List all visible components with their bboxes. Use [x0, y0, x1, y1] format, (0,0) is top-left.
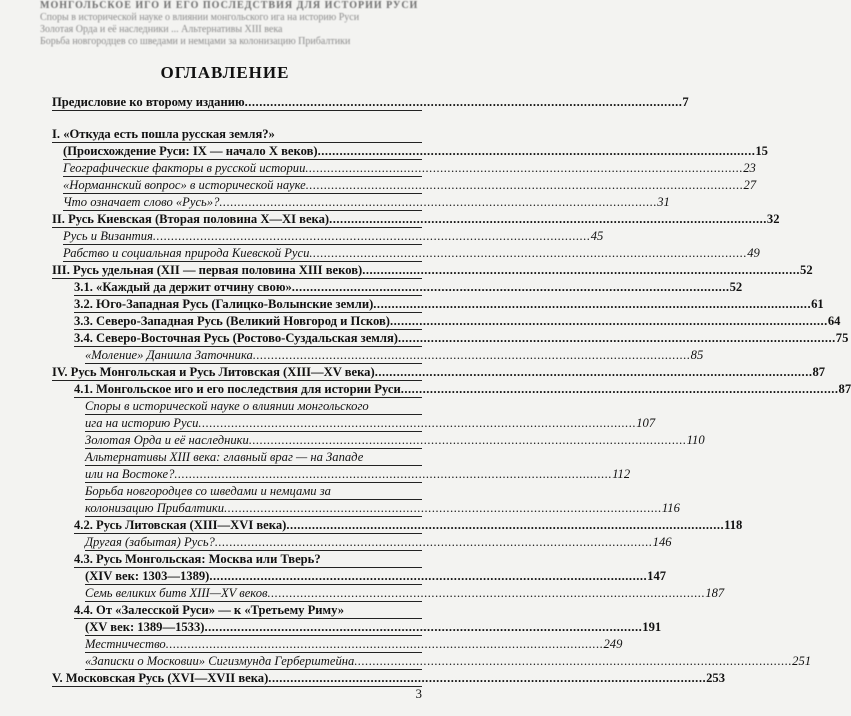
toc-entry: [85, 432, 705, 449]
bleed-through-text: [40, 0, 450, 58]
toc-entry: [85, 415, 656, 432]
toc-entry-title: 3.3. Северо-Западная Русь (Великий Новгород и Псков): [74, 314, 390, 328]
toc-entry: [52, 211, 780, 228]
toc-entry-page: 61: [811, 297, 824, 311]
dot-leader: [209, 569, 647, 584]
toc-entry-title: «Записки о Московии» Сигизмунда Герберштейна: [85, 654, 355, 668]
toc-entry: [63, 194, 670, 211]
toc-entry: [52, 94, 689, 111]
toc-entry-title: Борьба новгородцев со шведами и немцами за: [85, 484, 331, 498]
toc-entry-page: 64: [827, 314, 841, 328]
toc-entry: [85, 653, 812, 670]
toc-entry-title: III. Русь удельная (XII — первая половина XIII веков): [52, 263, 363, 277]
toc-entry-page: 253: [706, 671, 725, 685]
toc-entry: [63, 143, 768, 160]
dot-leader: [292, 280, 730, 295]
toc-entry: [74, 602, 422, 619]
toc-entry-title: или на Востоке?: [85, 467, 175, 481]
toc-entry-page: 32: [766, 212, 780, 226]
toc-entry-title: Альтернативы XIII века: главный враг — на Западе: [85, 450, 364, 464]
toc-entry-page: 23: [743, 161, 756, 175]
toc-entry-page: 107: [636, 416, 656, 430]
toc-entry-title: I. «Откуда есть пошла русская земля?»: [52, 127, 275, 141]
toc-entry-page: 249: [603, 637, 623, 651]
toc-entry-title: IV. Русь Монгольская и Русь Литовская (XIII—XV века): [52, 365, 375, 379]
toc-entry: [63, 245, 760, 262]
toc-entry-title: Семь великих битв XIII—XV веков: [85, 586, 268, 600]
toc-entry-page: 187: [705, 586, 725, 600]
dot-leader: [354, 654, 792, 669]
toc-entry: [74, 330, 849, 347]
toc-entry-title: 4.1. Монгольское иго и его последствия для истории Руси: [74, 382, 401, 396]
toc-entry-page: 75: [835, 331, 849, 345]
toc-entry: [74, 551, 422, 568]
dot-leader: [249, 433, 687, 448]
toc-entry-page: 87: [812, 365, 826, 379]
toc-entry-page: 7: [682, 95, 689, 109]
toc-entry: [85, 636, 623, 653]
toc-entry-title: 3.2. Юго-Западная Русь (Галицко-Волынские земли): [74, 297, 374, 311]
bleed-line: Борьба новгородцев со шведами и немцами за колонизацию Прибалтики: [40, 36, 351, 47]
toc-entry-title: Споры в исторической науке о влиянии монгольского: [85, 399, 369, 413]
toc-entry: [74, 279, 743, 296]
dot-leader: [215, 535, 653, 550]
toc-entry-title: 4.3. Русь Монгольская: Москва или Тверь?: [74, 552, 321, 566]
toc-entry: [85, 449, 422, 466]
dot-leader: [306, 178, 744, 193]
dot-leader: [309, 246, 747, 261]
toc-entry-title: Географические факторы в русской истории: [63, 161, 306, 175]
dot-leader: [174, 467, 612, 482]
dot-leader: [204, 620, 642, 635]
dot-leader: [153, 229, 591, 244]
bleed-line: Золотая Орда и её наследники ... Альтернативы XIII века: [40, 24, 283, 35]
toc-entry: [52, 126, 422, 143]
toc-entry-title: II. Русь Киевская (Вторая половина X—XI века): [52, 212, 330, 226]
toc-entry: [74, 517, 743, 534]
toc-entry-page: 52: [729, 280, 743, 294]
toc-entry-title: Рабство и социальная природа Киевской Руси: [63, 246, 310, 260]
toc-entry-page: 116: [661, 501, 680, 515]
toc-entry-title: ига на историю Руси: [85, 416, 199, 430]
toc-entry-title: V. Московская Русь (XVI—XVII века): [52, 671, 269, 685]
toc-entry-title: 3.1. «Каждый да держит отчину свою»: [74, 280, 292, 294]
page-number: 3: [415, 686, 422, 701]
toc-entry-title: (Происхождение Руси: IX — начало X веков): [63, 144, 318, 158]
dot-leader: [286, 518, 724, 533]
dot-leader: [224, 501, 662, 516]
bleed-line: Споры в исторической науке о влиянии монгольского ига на историю Руси: [40, 12, 360, 23]
dot-leader: [198, 416, 636, 431]
dot-leader: [253, 348, 691, 363]
toc-entry-page: 147: [647, 569, 667, 583]
toc-entry-title: «Норманнский вопрос» в исторической науке: [63, 178, 306, 192]
toc-entry: [63, 160, 756, 177]
dot-leader: [375, 365, 813, 380]
toc-entry-page: 118: [724, 518, 743, 532]
toc-entry-title: Золотая Орда и её наследники: [85, 433, 249, 447]
toc-entry-page: 85: [690, 348, 704, 362]
toc-entry: [85, 466, 631, 483]
toc-entry: [52, 364, 826, 381]
dot-leader: [305, 161, 743, 176]
dot-leader: [318, 144, 756, 159]
toc-entry: [63, 228, 604, 245]
toc-entry-page: 146: [652, 535, 672, 549]
toc-entry-page: 45: [590, 229, 604, 243]
toc-entry: [85, 398, 422, 415]
toc-entry-title: Местничество: [85, 637, 166, 651]
toc-entry-page: 52: [800, 263, 813, 277]
toc-entry-title: (XV век: 1389—1533): [85, 620, 205, 634]
toc-entry: [74, 313, 841, 330]
toc-entry: [85, 568, 667, 585]
toc-entry-title: 3.4. Северо-Восточная Русь (Ростово-Суздальская земля): [74, 331, 398, 345]
dot-leader: [398, 331, 836, 346]
toc-entry: [85, 534, 672, 551]
toc-entry-title: Другая (забытая) Русь?: [85, 535, 215, 549]
toc-entry-title: (XIV век: 1303—1389): [85, 569, 210, 583]
dot-leader: [362, 263, 800, 278]
dot-leader: [329, 212, 767, 227]
toc-entry-title: «Моление» Даниила Заточника: [85, 348, 253, 362]
toc-entry-title: Предисловие ко второму изданию: [52, 95, 245, 109]
toc-entry-title: Русь и Византия: [63, 229, 153, 243]
toc-entry: [52, 670, 725, 687]
dot-leader: [166, 637, 604, 652]
toc-entry-page: 27: [743, 178, 757, 192]
toc-entry: [74, 296, 824, 313]
toc-entry-page: 251: [792, 654, 812, 668]
dot-leader: [245, 95, 683, 110]
toc-entry: [85, 500, 680, 517]
page-title: ОГЛАВЛЕНИЕ: [160, 63, 290, 82]
bleed-line: МОНГОЛЬСКОЕ ИГО И ЕГО ПОСЛЕДСТВИЯ ДЛЯ ИСТОРИИ РУСИ: [40, 0, 419, 11]
toc-entry-page: 87: [838, 382, 851, 396]
toc-entry-page: 191: [642, 620, 662, 634]
toc-entry: [85, 619, 662, 636]
toc-entry: [85, 347, 704, 364]
dot-leader: [268, 586, 706, 601]
dot-leader: [219, 195, 657, 210]
toc-entry-page: 112: [612, 467, 631, 481]
dot-leader: [401, 382, 839, 397]
dot-leader: [268, 671, 706, 686]
toc-entry-page: 15: [755, 144, 768, 158]
toc-entry: [63, 177, 757, 194]
dot-leader: [373, 297, 811, 312]
toc-entry-title: 4.2. Русь Литовская (XIII—XVI века): [74, 518, 287, 532]
toc-entry: [74, 381, 851, 398]
toc-entry-title: колонизацию Прибалтики: [85, 501, 225, 515]
toc-entry: [52, 262, 813, 279]
toc-entry-page: 31: [657, 195, 670, 209]
toc-entry-page: 49: [747, 246, 760, 260]
toc-entry-title: 4.4. От «Залесской Руси» — к «Третьему Риму»: [74, 603, 345, 617]
toc-entry: [85, 483, 422, 500]
toc-entry-title: Что означает слово «Русь»?: [63, 195, 220, 209]
toc-entry: [85, 585, 725, 602]
toc-entry-page: 110: [686, 433, 705, 447]
dot-leader: [390, 314, 828, 329]
